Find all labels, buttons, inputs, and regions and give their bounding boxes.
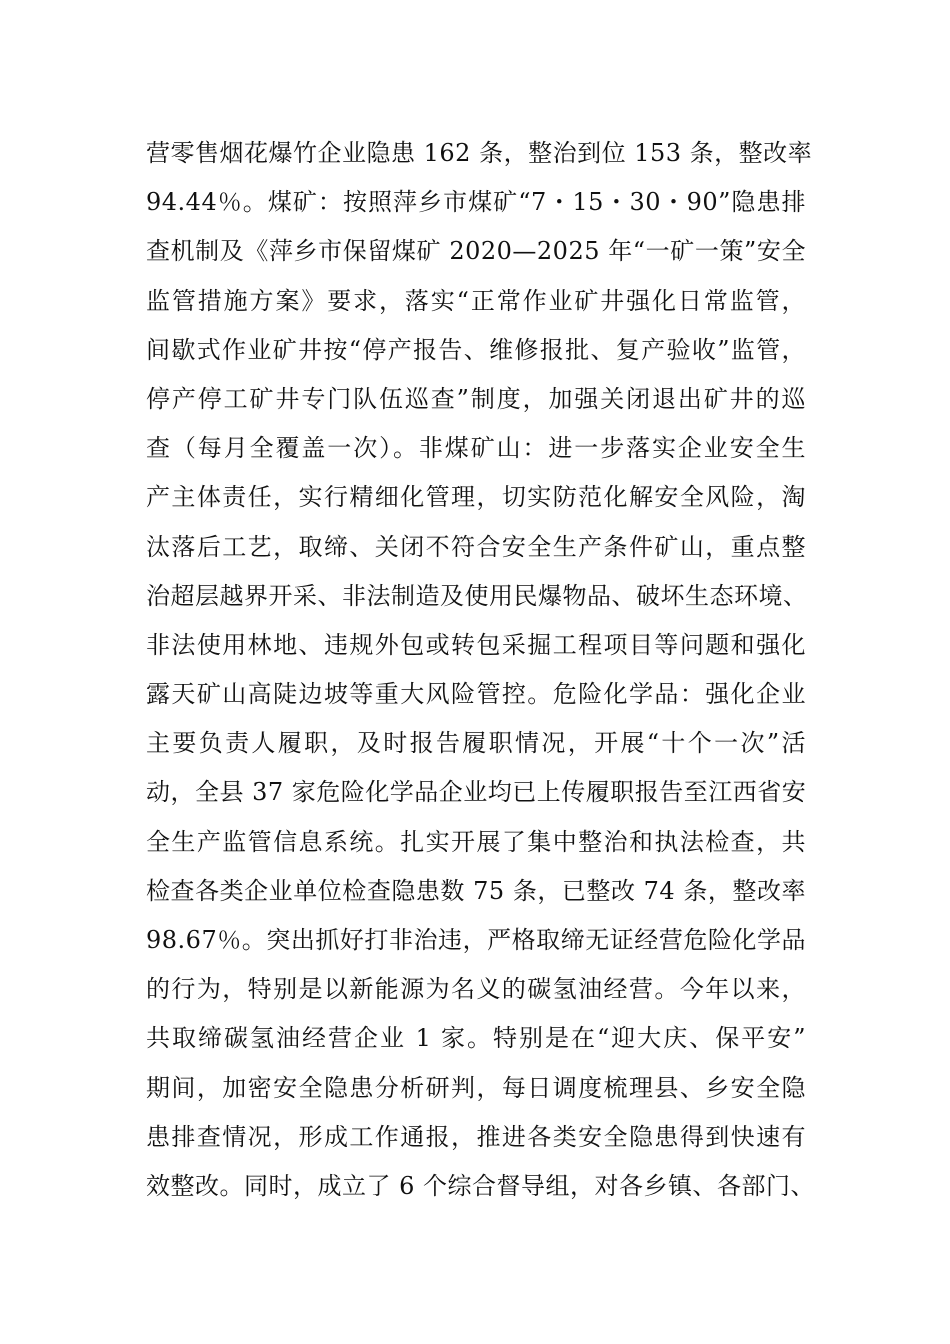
text-line: 98.67％。突出抓好打非治违，严格取缔无证经营危险化学品 [146, 926, 806, 954]
text-line: 查（每月全覆盖一次）。非煤矿山：进一步落实企业安全生 [146, 434, 806, 463]
text-line: 间歇式作业矿井按“停产报告、维修报批、复产验收”监管， [146, 335, 806, 364]
text-line: 效整改。同时，成立了 6 个综合督导组，对各乡镇、各部门、 [146, 1171, 816, 1200]
text-line: 94.44％。煤矿：按照萍乡市煤矿“7・15・30・90”隐患排 [146, 188, 806, 217]
text-line: 营零售烟花爆竹企业隐患 162 条，整治到位 153 条，整改率 [146, 139, 813, 167]
text-line: 露天矿山高陡边坡等重大风险管控。危险化学品：强化企业 [146, 680, 806, 709]
text-line: 治超层越界开采、非法制造及使用民爆物品、破坏生态环境、 [146, 581, 808, 610]
text-line: 查机制及《萍乡市保留煤矿 2020—2025 年“一矿一策”安全 [146, 237, 806, 266]
text-line: 检查各类企业单位检查隐患数 75 条，已整改 74 条，整改率 [146, 876, 806, 905]
text-line: 非法使用林地、违规外包或转包采掘工程项目等问题和强化 [146, 630, 806, 659]
text-line: 汰落后工艺，取缔、关闭不符合安全生产条件矿山，重点整 [146, 532, 806, 561]
text-line: 期间，加密安全隐患分析研判，每日调度梳理县、乡安全隐 [146, 1073, 806, 1102]
text-line: 的行为，特别是以新能源为名义的碳氢油经营。今年以来， [146, 975, 806, 1004]
text-line: 共取缔碳氢油经营企业 1 家。特别是在“迎大庆、保平安” [146, 1024, 806, 1053]
text-line: 患排查情况，形成工作通报，推进各类安全隐患得到快速有 [146, 1122, 806, 1151]
text-line: 停产停工矿井专门队伍巡查”制度，加强关闭退出矿井的巡 [146, 384, 806, 413]
text-line: 全生产监管信息系统。扎实开展了集中整治和执法检查，共 [146, 827, 806, 856]
text-line: 产主体责任，实行精细化管理，切实防范化解安全风险，淘 [146, 483, 806, 512]
text-line: 监管措施方案》要求，落实“正常作业矿井强化日常监管， [146, 286, 806, 315]
body-paragraph [146, 129, 816, 1211]
text-line: 动，全县 37 家危险化学品企业均已上传履职报告至江西省安 [146, 778, 807, 807]
text-line: 主要负责人履职，及时报告履职情况，开展“十个一次”活 [146, 729, 806, 758]
